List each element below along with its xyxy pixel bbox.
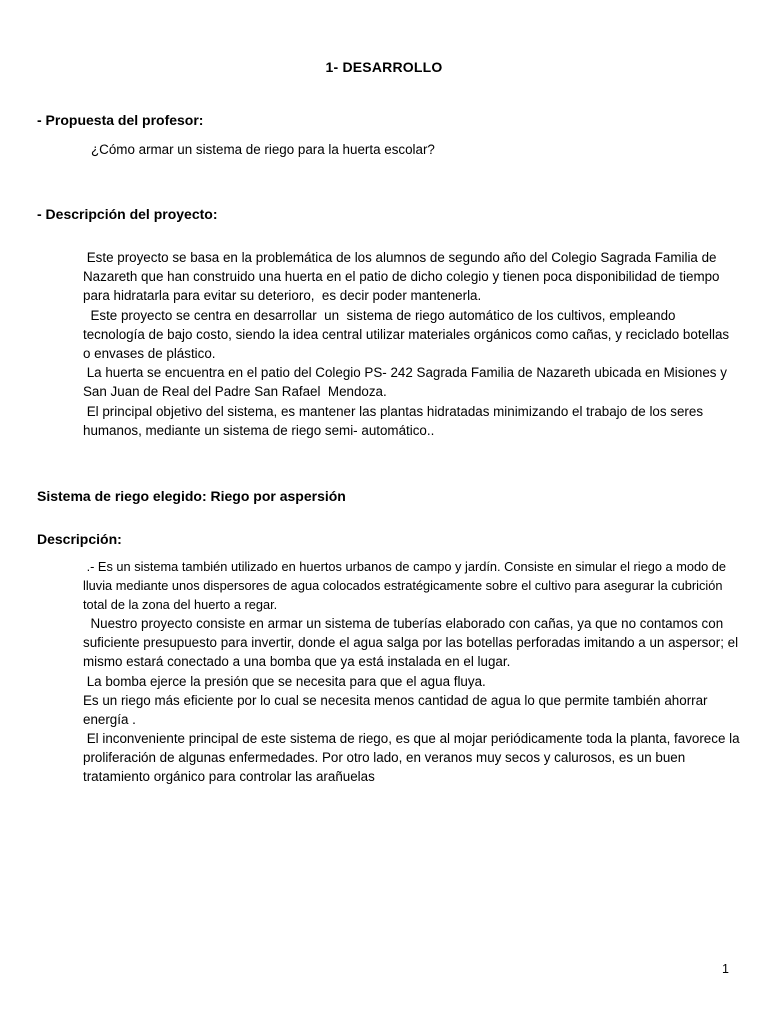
descripcion-paragraph: El inconveniente principal de este sistema de riego, es que al mojar periódicamente toda la planta, favorece la proliferación de algunas enfermedades. Por otro lado, en veranos muy secos y calurosos, es un buen tratamiento orgánico para controlar las arañuelas [83, 730, 744, 785]
descripcion-body [83, 557, 743, 786]
descripcion-proyecto-paragraph: La huerta se encuentra en el patio del Colegio PS- 242 Sagrada Familia de Nazareth ubicada en Misiones y San Juan de Real del Padre San Rafael Mendoza. [83, 365, 731, 400]
descripcion-proyecto-paragraph: El principal objetivo del sistema, es mantener las plantas hidratadas minimizando el trabajo de los seres humanos, mediante un sistema de riego semi- automático.. [83, 403, 707, 438]
descripcion-paragraph: .- Es un sistema también utilizado en huertos urbanos de campo y jardín. Consiste en simular el riego a modo de lluvia mediante unos dispersores de agua colocados estratégicamente sobre el cultivo para asegurar la cubrición total de la zona del huerto a regar. [83, 559, 730, 613]
descripcion-heading: Descripción: [37, 531, 122, 547]
descripcion-paragraph: Es un riego más eficiente por lo cual se necesita menos cantidad de agua lo que permite también ahorrar energía . [83, 692, 712, 727]
descripcion-paragraph: La bomba ejerce la presión que se necesita para que el agua fluya. [83, 673, 486, 689]
descripcion-proyecto-paragraph: Este proyecto se centra en desarrollar un sistema de riego automático de los cultivos, empleando tecnología de bajo costo, siendo la idea central utilizar materiales orgánicos como cañas, y reciclado botellas o envases de plástico. [83, 307, 733, 362]
descripcion-proyecto-paragraph: Este proyecto se basa en la problemática de los alumnos de segundo año del Colegio Sagrada Familia de Nazareth que han construido una huerta en el patio de dicho colegio y tienen poca disponibilidad de tiempo para hidratarla para evitar su deterioro, es decir poder mantenerla. [83, 250, 724, 304]
descripcion-proyecto-heading: - Descripción del proyecto: [37, 206, 218, 222]
page-title: 1- DESARROLLO [325, 59, 443, 75]
descripcion-proyecto-body [83, 248, 733, 440]
descripcion-paragraph: Nuestro proyecto consiste en armar un sistema de tuberías elaborado con cañas, ya que no contamos con suficiente presupuesto para invertir, donde el agua salga por las botellas perforadas imitando a un aspersor; el mismo estará conectado a una bomba que ya está instalada en el lugar. [83, 616, 742, 670]
propuesta-question: ¿Cómo armar un sistema de riego para la huerta escolar? [91, 142, 435, 157]
page-number: 1 [722, 962, 729, 976]
sistema-riego-heading: Sistema de riego elegido: Riego por aspersión [37, 488, 346, 504]
propuesta-heading: - Propuesta del profesor: [37, 112, 204, 128]
